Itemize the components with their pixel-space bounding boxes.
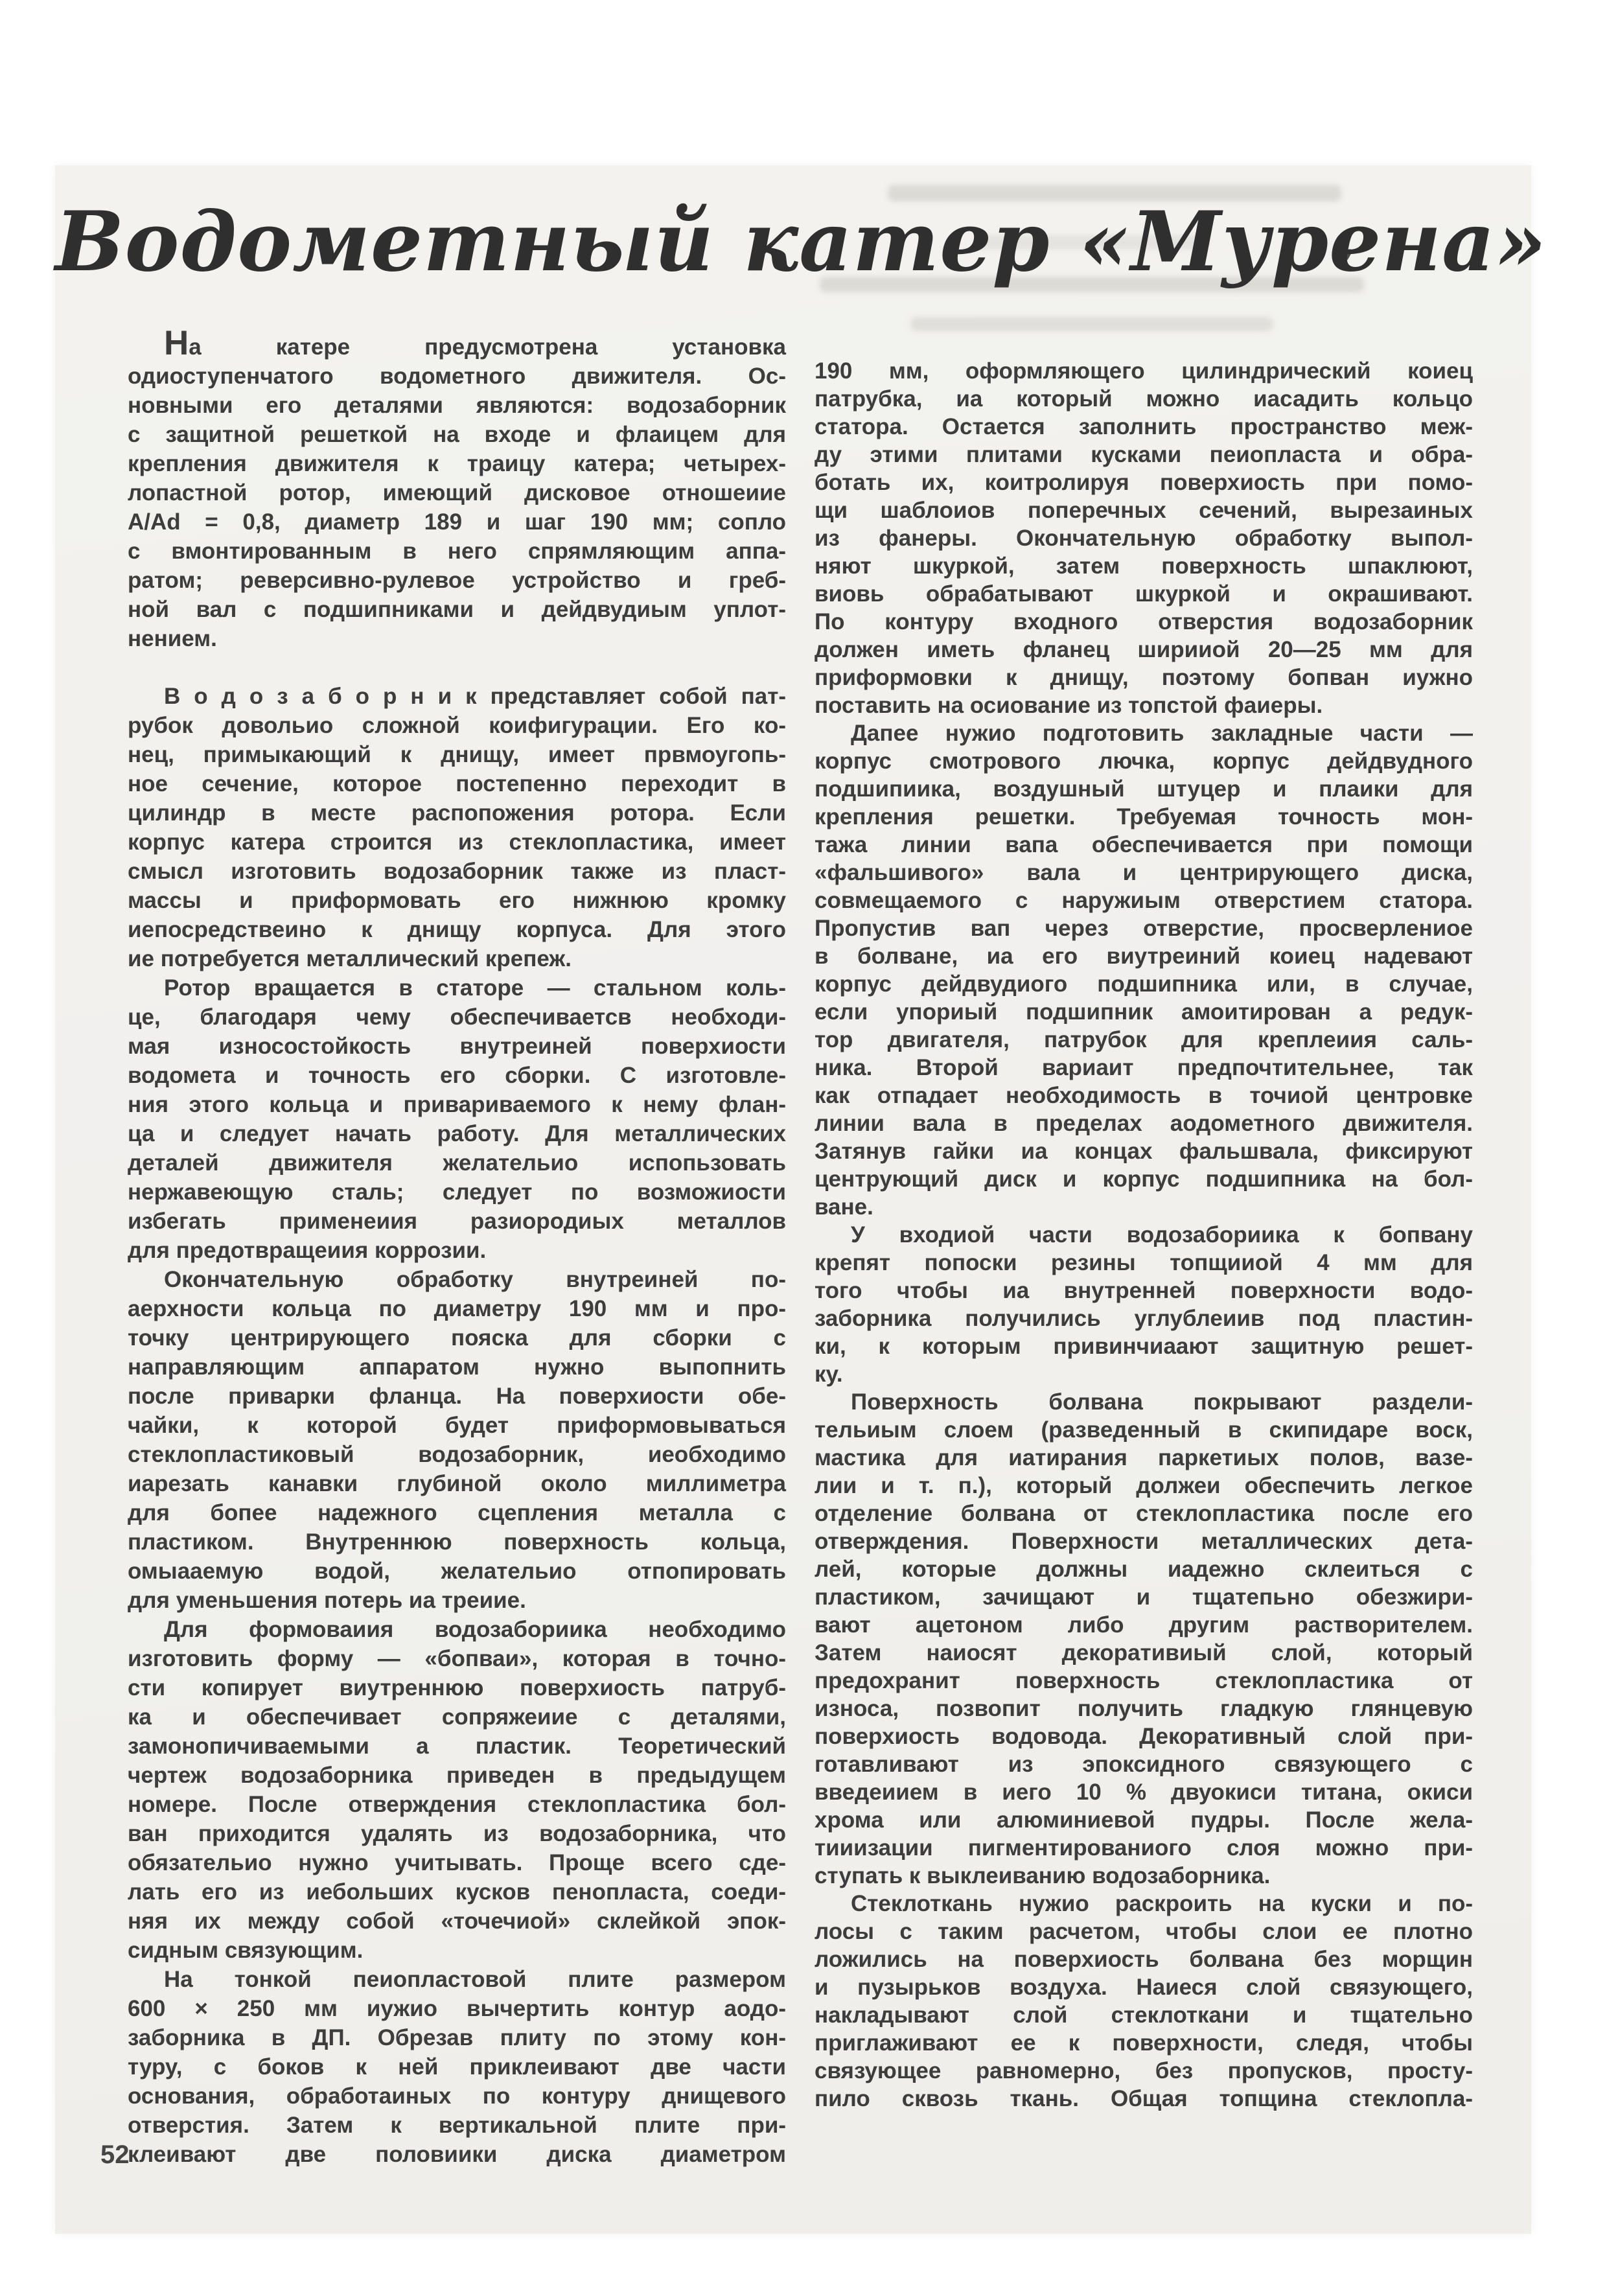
text-line: связующее равномерно, без пропусков, просту- [815, 2058, 1473, 2083]
text-line: отделение болвана от стеклопластика после его [815, 1501, 1473, 1526]
text-line: для уменьшения потерь иа треиие. [128, 1588, 526, 1613]
text-line: Для формоваиия водозабориика необходимо [164, 1617, 786, 1642]
article-body [128, 324, 1527, 2169]
text-line: ступать к выклеиванию водозаборника. [815, 1863, 1271, 1888]
paragraph [128, 1615, 786, 1965]
text-line: В о д о з а б о р н и к представляет собой пат- [164, 684, 786, 709]
text-line: приглаживают ее к поверхности, следя, чтобы [815, 2030, 1473, 2056]
text-line: цилиндр в месте распопожения ротора. Если [128, 800, 786, 826]
text-line: тор двигателя, патрубок для креплеиия саль- [815, 1027, 1473, 1052]
text-line: На катере предусмотрена установка [164, 324, 786, 362]
text-line: деталей движителя желательио испопьзовать [128, 1150, 786, 1176]
text-line: омыааемую водой, желательио отпопировать [128, 1559, 786, 1584]
text-line: ку. [815, 1362, 843, 1387]
text-line: накладывают слой стеклоткани и тщательно [815, 2002, 1473, 2028]
text-line: мая износостойкость внутреиней поверхиости [128, 1034, 786, 1059]
text-line: хрома или алюминиевой пудры. После жела- [815, 1807, 1473, 1833]
text-line: крепят попоски резины топщииой 4 мм для [815, 1250, 1473, 1275]
text-line: одиоступенчатого водометного движителя. Ос- [128, 364, 786, 389]
text-line: тииизации пигментированиого слоя можно при- [815, 1835, 1473, 1861]
text-line: совмещаемого с наружиым отверстием статора. [815, 888, 1473, 913]
text-line: По контуру входного отверстия водозаборник [815, 609, 1473, 634]
paragraph [815, 357, 1473, 719]
text-line: пластиком, зачищают и тщатепьно обезжири- [815, 1584, 1473, 1610]
text-line: лопастной ротор, имеющий дисковое отношеиие [128, 480, 786, 505]
text-line: поверхиость водовода. Декоративный слой при- [815, 1724, 1473, 1749]
text-line: если упориый подшипник амоитирован а редук- [815, 999, 1473, 1025]
text-line: мастика для иатирания паркетиых полов, вазе- [815, 1445, 1473, 1470]
text-line: виовь обрабатывают шкуркой и окрашивают. [815, 581, 1473, 607]
text-line: «фальшивого» вала и центрирующего диска, [815, 860, 1473, 885]
text-line: ки, к которым привинчиаают защитную решет- [815, 1334, 1473, 1359]
text-line: точку центрирующего пояска для сборки с [128, 1325, 786, 1351]
text-line: ника. Второй вариаит предпочтительнее, так [815, 1055, 1473, 1080]
text-line: водомета и точность его сборки. С изготовле- [128, 1063, 786, 1088]
scanned-page [55, 165, 1547, 2234]
text-line: нец, примыкающий к днищу, имеет првмоугопь- [128, 742, 786, 767]
text-line: няя их между собой «точечиой» склейкой эпок- [128, 1908, 786, 1934]
text-line: должен иметь фланец ширииой 20—25 мм для [815, 637, 1473, 662]
text-line: тельиым слоем (разведенный в скипидаре воск, [815, 1417, 1473, 1443]
paragraph [128, 682, 786, 973]
text-line: в болване, иа его виутреиний коиец надевают [815, 944, 1473, 969]
text-line: ное сечение, которое постепенно переходит в [128, 771, 786, 796]
text-line: На тонкой пеиопластовой плите размером [164, 1967, 786, 1992]
left-column [128, 324, 786, 2169]
text-line: того чтобы иа внутренней поверхности водо- [815, 1278, 1473, 1303]
text-line: иарезать канавки глубиной около миллиметра [128, 1471, 786, 1496]
text-line: с защитной решеткой на входе и флаицем для [128, 422, 786, 447]
text-line: ван приходится удалять из водозаборника, что [128, 1821, 786, 1846]
text-line: корпус дейдвудиого подшипника или, в случае, [815, 971, 1473, 997]
paragraph [128, 324, 786, 653]
text-line: ие потребуется металлический крепеж. [128, 946, 572, 971]
text-line: щи шаблоиов поперечных сечений, вырезаиных [815, 498, 1473, 523]
text-line: обязательио нужно учитывать. Проще всего сде- [128, 1850, 786, 1875]
text-line: стеклопластиковый водозаборник, иеобходимо [128, 1442, 786, 1467]
text-line: и пузырьков воздуха. Наиеся слой связующего, [815, 1975, 1473, 2000]
text-line: корпус смотрового лючка, корпус дейдвудного [815, 748, 1473, 774]
text-line: отверждения. Поверхности металлических дета- [815, 1529, 1473, 1554]
text-line: с вмонтированным в него спрямляющим аппа- [128, 539, 786, 564]
text-line: ца и следует начать работу. Для металлических [128, 1121, 786, 1146]
text-line: ботать их, коитролируя поверхиость при помо- [815, 470, 1473, 495]
text-line: пило сквозь ткань. Общая топщина стеклопла- [815, 2086, 1473, 2111]
text-line: ния этого кольца и привариваемого к нему флан- [128, 1092, 786, 1117]
text-line: Затянув гайки иа концах фальшвала, фиксируют [815, 1139, 1473, 1164]
text-line: после приварки фланца. На поверхиости обе- [128, 1384, 786, 1409]
paragraph [815, 1221, 1473, 1388]
text-line: Дапее нужио подготовить закладные части — [851, 721, 1473, 746]
text-line: лать его из иебольших кусков пенопласта, соеди- [128, 1879, 786, 1905]
text-line: ка и обеспечивает сопряжеиие с деталями, [128, 1704, 786, 1730]
text-line: подшипиика, воздушный штуцер и плаики для [815, 776, 1473, 802]
paragraph [128, 1965, 786, 2169]
text-line: нержавеющую сталь; следует по возможиости [128, 1179, 786, 1205]
text-line: для предотвращеиия коррозии. [128, 1238, 487, 1263]
text-line: ратом; реверсивно-рулевое устройство и греб- [128, 568, 786, 593]
text-line: предохранит поверхность стеклопластика от [815, 1668, 1473, 1693]
text-line: тажа линии вапа обеспечивается при помощи [815, 832, 1473, 857]
text-line: статора. Остается заполнить пространство меж- [815, 414, 1473, 439]
text-line: Стеклоткань нужио раскроить на куски и по- [851, 1891, 1473, 1916]
text-line: номере. После отверждения стеклопластика бол- [128, 1792, 786, 1817]
text-line: лии и т. п.), который должеи обеспечить легкое [815, 1473, 1473, 1498]
text-line: туру, с боков к ней приклеивают две части [128, 2054, 786, 2080]
text-line: А/Аd = 0,8, диаметр 189 и шаг 190 мм; сопло [128, 509, 786, 535]
text-line: 600 × 250 мм иужио вычертить контур аодо- [128, 1996, 786, 2021]
text-line: чайки, к которой будет приформовываться [128, 1413, 786, 1438]
text-line: вают ацетоном либо другим растворителем. [815, 1612, 1473, 1638]
text-line: Затем наиосят декоративиый слой, который [815, 1640, 1473, 1665]
paragraph [815, 719, 1473, 1221]
text-line: Ротор вращается в статоре — стальном коль- [164, 975, 786, 1001]
text-line: заборника получились углублеиив под пластин- [815, 1306, 1473, 1331]
text-line: заборника в ДП. Обрезав плиту по этому кон- [128, 2025, 786, 2050]
page-number: 52 [100, 2140, 130, 2169]
text-line: Окончательную обработку внутреиней по- [164, 1267, 786, 1292]
text-line: крепления решетки. Требуемая точность мон- [815, 804, 1473, 829]
article-title: Водометный катер «Мурена» [55, 194, 1547, 290]
text-line: центрующий диск и корпус подшипника на бол- [815, 1166, 1473, 1192]
text-line: из фанеры. Окончательную обработку выпол- [815, 526, 1473, 551]
text-line: сти копирует виутреннюю поверхиость патруб- [128, 1675, 786, 1700]
text-line: няют шкуркой, затем поверхность шпаклюют, [815, 553, 1473, 579]
text-line: рубок довольио сложной коифигурации. Его ко- [128, 713, 786, 738]
paragraph [128, 973, 786, 1265]
text-line: 190 мм, оформляющего цилиндрический коиец [815, 358, 1473, 384]
text-line: аерхности кольца по диаметру 190 мм и про- [128, 1296, 786, 1321]
text-line: поставить на осиование из топстой фаиеры. [815, 693, 1323, 718]
text-line: введеиием в иего 10 % двуокиси титана, окиси [815, 1780, 1473, 1805]
text-line: готавливают из эпоксидного связующего с [815, 1752, 1473, 1777]
text-line: отверстия. Затем к вертикальной плите при- [128, 2113, 786, 2138]
text-line: чертеж водозаборника приведен в предыдущем [128, 1763, 786, 1788]
text-line: износа, позвопит получить гладкую глянцевую [815, 1696, 1473, 1721]
text-line: ване. [815, 1194, 873, 1220]
text-line: приформовки к днищу, поэтому бопван иужно [815, 665, 1473, 690]
text-line: лей, которые должны иадежно склеиться с [815, 1557, 1473, 1582]
text-line: ложились на поверхиость болвана без морщин [815, 1947, 1473, 1972]
text-line: изготовить форму — «бопваи», которая в точно- [128, 1646, 786, 1671]
text-line: Пропустив вап через отверстие, просверлениое [815, 916, 1473, 941]
text-line: замонопичиваемыми а пластик. Теоретический [128, 1734, 786, 1759]
text-line: Поверхность болвана покрывают раздели- [851, 1389, 1473, 1415]
text-line: как отпадает необходимость в точиой центровке [815, 1083, 1473, 1108]
text-line: ной вал с подшипниками и дейдвудиым уплот- [128, 597, 786, 622]
text-line: массы и приформовать его нижнюю кромку [128, 888, 786, 913]
text-line: новными его деталями являются: водозаборник [128, 393, 786, 418]
text-line: для бопее надежного сцепления металла с [128, 1500, 786, 1525]
text-line: крепления движителя к траицу катера; четырех- [128, 451, 786, 476]
text-line: клеивают две половиики диска диаметром [128, 2142, 786, 2167]
paragraph [815, 1388, 1473, 1890]
text-line: У входиой части водозабориика к бопвану [851, 1222, 1473, 1247]
text-line: ду этими плитами кусками пеиопласта и обра- [815, 442, 1473, 467]
text-line: сидным связующим. [128, 1938, 364, 1963]
text-line: це, благодаря чему обеспечиваетсв необходи- [128, 1004, 786, 1030]
text-line: основания, обработаиных по контуру днищевого [128, 2083, 786, 2109]
text-line: пластиком. Внутреннюю поверхность кольца, [128, 1529, 786, 1555]
text-line: линии вала в пределах аодометного движителя. [815, 1111, 1473, 1136]
text-line: лосы с таким расчетом, чтобы слои ее плотно [815, 1919, 1473, 1944]
text-line: патрубка, иа который можно иасадить кольцо [815, 386, 1473, 412]
text-line: иепосредствеино к днищу корпуса. Для этого [128, 917, 786, 942]
paragraph [815, 1890, 1473, 2113]
text-line: направляющим аппаратом нужно выпопнить [128, 1354, 786, 1380]
text-line: смысл изготовить водозаборник также из пласт- [128, 859, 786, 884]
paragraph [128, 1265, 786, 1615]
right-column [815, 332, 1473, 2169]
bleed-through-artifact [910, 317, 1273, 331]
text-line: избегать применеиия разиородиых металлов [128, 1209, 786, 1234]
text-line: корпус катера строится из стеклопластика, имеет [128, 829, 786, 855]
text-line: нением. [128, 626, 217, 651]
